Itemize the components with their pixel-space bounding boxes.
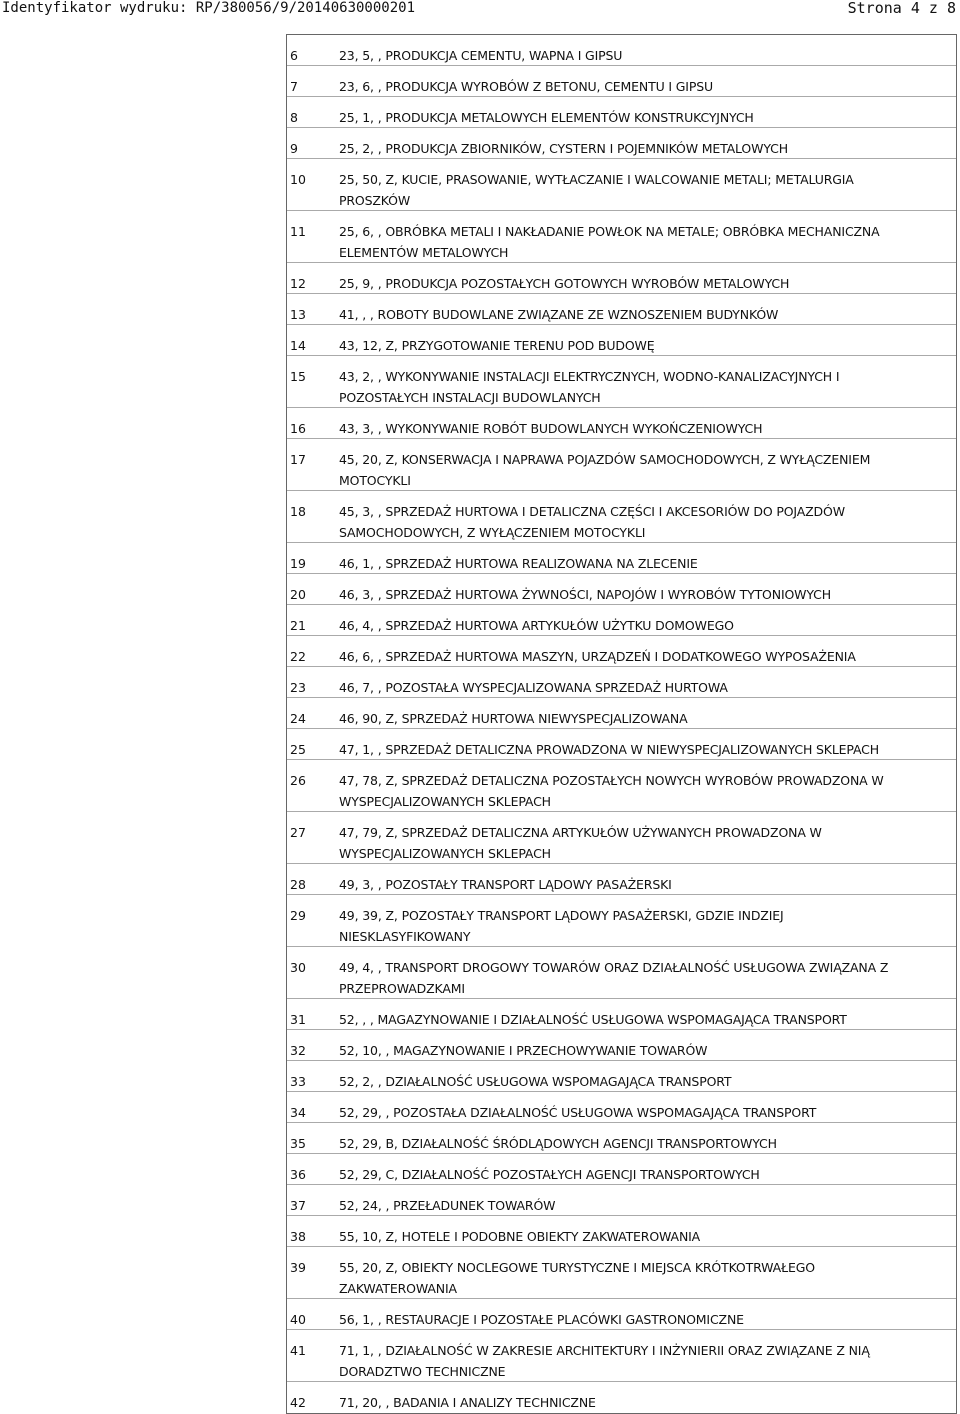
table-row (287, 408, 956, 439)
row-number: 40 (290, 1312, 306, 1327)
row-number: 35 (290, 1136, 306, 1151)
activity-line: 25, 1, , PRODUKCJA METALOWYCH ELEMENTÓW KONSTRUKCYJNYCH (339, 110, 754, 125)
table-row (287, 1123, 956, 1154)
row-number: 10 (290, 172, 306, 187)
activity-line: 56, 1, , RESTAURACJE I POZOSTAŁE PLACÓWKI GASTRONOMICZNE (339, 1312, 744, 1327)
activity-description (339, 366, 950, 408)
table-row (287, 439, 956, 491)
pkd-activity-table (286, 34, 957, 1414)
activity-description (339, 957, 950, 999)
activity-line: 46, 4, , SPRZEDAŻ HURTOWA ARTYKUŁÓW UŻYTKU DOMOWEGO (339, 618, 734, 633)
row-number: 30 (290, 960, 306, 975)
activity-line: 25, 50, Z, KUCIE, PRASOWANIE, WYTŁACZANIE I WALCOWANIE METALI; METALURGIA (339, 172, 854, 187)
table-row (287, 947, 956, 999)
table-row (287, 605, 956, 636)
activity-line: 46, 90, Z, SPRZEDAŻ HURTOWA NIEWYSPECJALIZOWANA (339, 711, 688, 726)
table-row (287, 97, 956, 128)
table-row (287, 698, 956, 729)
activity-description (339, 418, 950, 439)
activity-description (339, 874, 950, 895)
activity-line: 55, 10, Z, HOTELE I PODOBNE OBIEKTY ZAKWATEROWANIA (339, 1229, 701, 1244)
row-number: 33 (290, 1074, 306, 1089)
activity-line: 71, 20, , BADANIA I ANALIZY TECHNICZNE (339, 1395, 596, 1410)
activity-line: 43, 12, Z, PRZYGOTOWANIE TERENU POD BUDOWĘ (339, 338, 655, 353)
activity-description (339, 1257, 950, 1299)
row-number: 37 (290, 1198, 306, 1213)
row-number: 34 (290, 1105, 306, 1120)
row-number: 24 (290, 711, 306, 726)
activity-description (339, 138, 950, 159)
row-number: 18 (290, 504, 306, 519)
table-row (287, 1299, 956, 1330)
page-number: Strona 4 z 8 (847, 0, 956, 17)
activity-line: 47, 1, , SPRZEDAŻ DETALICZNA PROWADZONA W NIEWYSPECJALIZOWANYCH SKLEPACH (339, 742, 880, 757)
row-number: 13 (290, 307, 306, 322)
activity-line: 55, 20, Z, OBIEKTY NOCLEGOWE TURYSTYCZNE I MIEJSCA KRÓTKOTRWAŁEGO (339, 1260, 815, 1275)
table-row (287, 895, 956, 947)
activity-line: 47, 78, Z, SPRZEDAŻ DETALICZNA POZOSTAŁYCH NOWYCH WYROBÓW PROWADZONA W (339, 773, 884, 788)
activity-line: 46, 6, , SPRZEDAŻ HURTOWA MASZYN, URZĄDZEŃ I DODATKOWEGO WYPOSAŻENIA (339, 649, 856, 664)
activity-line: 46, 1, , SPRZEDAŻ HURTOWA REALIZOWANA NA ZLECENIE (339, 556, 698, 571)
activity-description (339, 273, 950, 294)
activity-description (339, 1195, 950, 1216)
row-number: 12 (290, 276, 306, 291)
row-number: 31 (290, 1012, 306, 1027)
row-number: 11 (290, 224, 306, 239)
table-row (287, 636, 956, 667)
table-row (287, 729, 956, 760)
table-row (287, 1154, 956, 1185)
activity-description (339, 304, 950, 325)
activity-description (339, 739, 950, 760)
table-row (287, 1247, 956, 1299)
activity-description (339, 553, 950, 574)
table-row (287, 128, 956, 159)
row-number: 21 (290, 618, 306, 633)
activity-description (339, 677, 950, 698)
activity-description (339, 76, 950, 97)
activity-line: 46, 3, , SPRZEDAŻ HURTOWA ŻYWNOŚCI, NAPOJÓW I WYROBÓW TYTONIOWYCH (339, 587, 832, 602)
activity-line: 25, 6, , OBRÓBKA METALI I NAKŁADANIE POWŁOK NA METALE; OBRÓBKA MECHANICZNA (339, 224, 880, 239)
row-number: 23 (290, 680, 306, 695)
activity-line: MOTOCYKLI (339, 473, 411, 488)
table-row (287, 294, 956, 325)
activity-line: 52, 29, , POZOSTAŁA DZIAŁALNOŚĆ USŁUGOWA WSPOMAGAJĄCA TRANSPORT (339, 1105, 817, 1120)
table-row (287, 543, 956, 574)
table-row (287, 574, 956, 605)
activity-description (339, 615, 950, 636)
row-number: 29 (290, 908, 306, 923)
row-number: 28 (290, 877, 306, 892)
activity-description (339, 501, 950, 543)
activity-description (339, 1392, 950, 1413)
row-number: 25 (290, 742, 306, 757)
row-number: 8 (290, 110, 298, 125)
activity-description (339, 646, 950, 667)
table-row (287, 66, 956, 97)
table-row (287, 35, 956, 66)
table-row (287, 667, 956, 698)
activity-line: 41, , , ROBOTY BUDOWLANE ZWIĄZANE ZE WZNOSZENIEM BUDYNKÓW (339, 307, 779, 322)
activity-line: 43, 2, , WYKONYWANIE INSTALACJI ELEKTRYCZNYCH, WODNO-KANALIZACYJNYCH I (339, 369, 840, 384)
print-identifier: Identyfikator wydruku: RP/380056/9/20140630000201 (2, 0, 416, 16)
activity-description (339, 1009, 950, 1030)
row-number: 36 (290, 1167, 306, 1182)
activity-description (339, 1340, 950, 1382)
row-number: 38 (290, 1229, 306, 1244)
table-row (287, 1061, 956, 1092)
table-row (287, 159, 956, 211)
activity-description (339, 45, 950, 66)
activity-line: WYSPECJALIZOWANYCH SKLEPACH (339, 794, 551, 809)
activity-description (339, 770, 950, 812)
activity-line: PROSZKÓW (339, 193, 411, 208)
activity-description (339, 1040, 950, 1061)
activity-line: 52, 24, , PRZEŁADUNEK TOWARÓW (339, 1198, 556, 1213)
activity-line: POZOSTAŁYCH INSTALACJI BUDOWLANYCH (339, 390, 601, 405)
activity-line: 49, 39, Z, POZOSTAŁY TRANSPORT LĄDOWY PASAŻERSKI, GDZIE INDZIEJ (339, 908, 784, 923)
table-row (287, 491, 956, 543)
activity-line: 52, 29, B, DZIAŁALNOŚĆ ŚRÓDLĄDOWYCH AGENCJI TRANSPORTOWYCH (339, 1136, 777, 1151)
table-row (287, 812, 956, 864)
activity-description (339, 1071, 950, 1092)
row-number: 19 (290, 556, 306, 571)
activity-line: WYSPECJALIZOWANYCH SKLEPACH (339, 846, 551, 861)
row-number: 9 (290, 141, 298, 156)
row-number: 16 (290, 421, 306, 436)
row-number: 15 (290, 369, 306, 384)
activity-line: 52, , , MAGAZYNOWANIE I DZIAŁALNOŚĆ USŁUGOWA WSPOMAGAJĄCA TRANSPORT (339, 1012, 847, 1027)
activity-description (339, 335, 950, 356)
table-row (287, 263, 956, 294)
table-row (287, 999, 956, 1030)
activity-line: 23, 6, , PRODUKCJA WYROBÓW Z BETONU, CEMENTU I GIPSU (339, 79, 714, 94)
table-row (287, 325, 956, 356)
row-number: 41 (290, 1343, 306, 1358)
activity-line: 23, 5, , PRODUKCJA CEMENTU, WAPNA I GIPSU (339, 48, 623, 63)
activity-line: 25, 9, , PRODUKCJA POZOSTAŁYCH GOTOWYCH WYROBÓW METALOWYCH (339, 276, 790, 291)
activity-description (339, 822, 950, 864)
table-row (287, 356, 956, 408)
activity-description (339, 1102, 950, 1123)
activity-line: 43, 3, , WYKONYWANIE ROBÓT BUDOWLANYCH WYKOŃCZENIOWYCH (339, 421, 763, 436)
activity-description (339, 905, 950, 947)
activity-line: 25, 2, , PRODUKCJA ZBIORNIKÓW, CYSTERN I POJEMNIKÓW METALOWYCH (339, 141, 788, 156)
activity-description (339, 1164, 950, 1185)
row-number: 22 (290, 649, 306, 664)
activity-line: SAMOCHODOWYCH, Z WYŁĄCZENIEM MOTOCYKLI (339, 525, 646, 540)
activity-line: 52, 10, , MAGAZYNOWANIE I PRZECHOWYWANIE TOWARÓW (339, 1043, 708, 1058)
print-header (0, 0, 960, 20)
activity-line: NIESKLASYFIKOWANY (339, 929, 471, 944)
activity-line: PRZEPROWADZKAMI (339, 981, 465, 996)
activity-description (339, 1226, 950, 1247)
table-row (287, 1185, 956, 1216)
activity-line: 46, 7, , POZOSTAŁA WYSPECJALIZOWANA SPRZEDAŻ HURTOWA (339, 680, 728, 695)
row-number: 17 (290, 452, 306, 467)
activity-description (339, 169, 950, 211)
table-row (287, 1382, 956, 1413)
activity-line: 47, 79, Z, SPRZEDAŻ DETALICZNA ARTYKUŁÓW UŻYWANYCH PROWADZONA W (339, 825, 822, 840)
activity-line: 52, 2, , DZIAŁALNOŚĆ USŁUGOWA WSPOMAGAJĄCA TRANSPORT (339, 1074, 732, 1089)
activity-line: ZAKWATEROWANIA (339, 1281, 457, 1296)
activity-line: 52, 29, C, DZIAŁALNOŚĆ POZOSTAŁYCH AGENCJI TRANSPORTOWYCH (339, 1167, 760, 1182)
activity-description (339, 449, 950, 491)
row-number: 39 (290, 1260, 306, 1275)
activity-line: 71, 1, , DZIAŁALNOŚĆ W ZAKRESIE ARCHITEKTURY I INŻYNIERII ORAZ ZWIĄZANE Z NIĄ (339, 1343, 870, 1358)
activity-line: ELEMENTÓW METALOWYCH (339, 245, 509, 260)
activity-line: 49, 4, , TRANSPORT DROGOWY TOWARÓW ORAZ DZIAŁALNOŚĆ USŁUGOWA ZWIĄZANA Z (339, 960, 889, 975)
table-row (287, 864, 956, 895)
table-row (287, 1030, 956, 1061)
row-number: 6 (290, 48, 298, 63)
row-number: 32 (290, 1043, 306, 1058)
activity-description (339, 1309, 950, 1330)
row-number: 14 (290, 338, 306, 353)
activity-description (339, 708, 950, 729)
activity-line: 49, 3, , POZOSTAŁY TRANSPORT LĄDOWY PASAŻERSKI (339, 877, 672, 892)
activity-description (339, 221, 950, 263)
activity-line: DORADZTWO TECHNICZNE (339, 1364, 506, 1379)
row-number: 26 (290, 773, 306, 788)
activity-description (339, 107, 950, 128)
table-row (287, 1216, 956, 1247)
row-number: 7 (290, 79, 298, 94)
activity-line: 45, 20, Z, KONSERWACJA I NAPRAWA POJAZDÓW SAMOCHODOWYCH, Z WYŁĄCZENIEM (339, 452, 871, 467)
table-row (287, 1092, 956, 1123)
table-row (287, 211, 956, 263)
activity-description (339, 1133, 950, 1154)
table-row (287, 760, 956, 812)
row-number: 27 (290, 825, 306, 840)
row-number: 42 (290, 1395, 306, 1410)
activity-line: 45, 3, , SPRZEDAŻ HURTOWA I DETALICZNA CZĘŚCI I AKCESORIÓW DO POJAZDÓW (339, 504, 845, 519)
activity-description (339, 584, 950, 605)
row-number: 20 (290, 587, 306, 602)
table-row (287, 1330, 956, 1382)
